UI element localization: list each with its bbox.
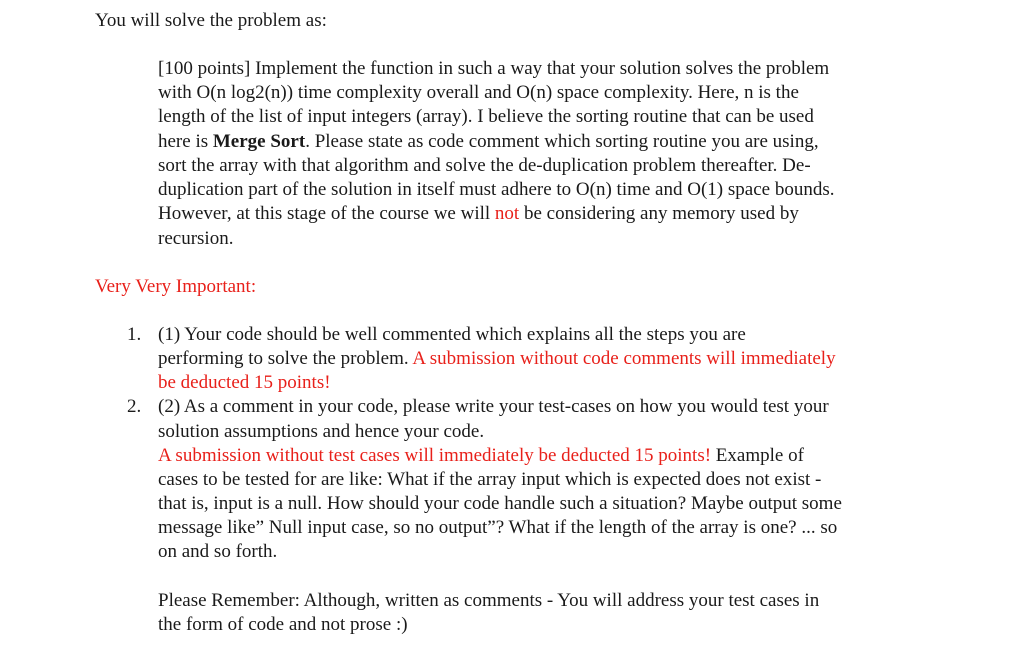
task-line-2: with O(n log2(n)) time complexity overall and O(n) space complexity. Here, n is the: [158, 82, 799, 103]
task-line-4-pre: here is: [158, 131, 213, 152]
item1-warning: A submission without code comments will immediately: [412, 348, 836, 369]
remember-line-2: the form of code and not prose :): [158, 614, 408, 635]
intro-text: You will solve the problem as:: [95, 10, 327, 31]
task-line-4-post: . Please state as code comment which sorting routine you are using,: [305, 131, 819, 152]
item2-line-3-post: Example of: [711, 445, 804, 466]
task-line-7-pre: However, at this stage of the course we will: [158, 203, 495, 224]
item2-line-3: [158, 444, 804, 468]
task-line-8: recursion.: [158, 228, 234, 249]
task-line-7: [158, 202, 799, 226]
task-line-7-post: be considering any memory used by: [519, 203, 799, 224]
remember-line-1: Please Remember: Although, written as comments - You will address your test cases in: [158, 590, 820, 611]
task-line-4: [158, 130, 819, 154]
list-number-2: 2.: [127, 396, 142, 417]
item1-line-1: (1) Your code should be well commented which explains all the steps you are: [158, 324, 746, 345]
item2-line-2: solution assumptions and hence your code.: [158, 421, 485, 442]
item2-line-1: (2) As a comment in your code, please write your test-cases on how you would test your: [158, 396, 829, 417]
item2-line-5: that is, input is a null. How should your code handle such a situation? Maybe output some: [158, 493, 842, 514]
item2-line-7: on and so forth.: [158, 541, 278, 562]
item1-line-2-pre: performing to solve the problem.: [158, 348, 413, 369]
task-line-6: duplication part of the solution in itself must adhere to O(n) time and O(1) space bounds.: [158, 179, 835, 200]
item1-line-3: be deducted 15 points!: [158, 372, 331, 393]
item2-line-6: message like” Null input case, so no output”? What if the length of the array is one? ... so: [158, 517, 838, 538]
item2-warning: A submission without test cases will immediately be deducted 15 points!: [158, 445, 712, 466]
important-heading: Very Very Important:: [95, 276, 257, 297]
item1-line-2: [158, 347, 836, 371]
not-emphasis: not: [494, 203, 520, 224]
task-line-5: sort the array with that algorithm and solve the de-duplication problem thereafter. De-: [158, 155, 811, 176]
task-line-1: [100 points] Implement the function in such a way that your solution solves the problem: [158, 58, 830, 79]
merge-sort-bold: Merge Sort: [212, 131, 306, 152]
list-number-1: 1.: [127, 324, 142, 345]
task-line-3: length of the list of input integers (array). I believe the sorting routine that can be used: [158, 106, 814, 127]
item2-line-4: cases to be tested for are like: What if the array input which is expected does not exist -: [158, 469, 822, 490]
